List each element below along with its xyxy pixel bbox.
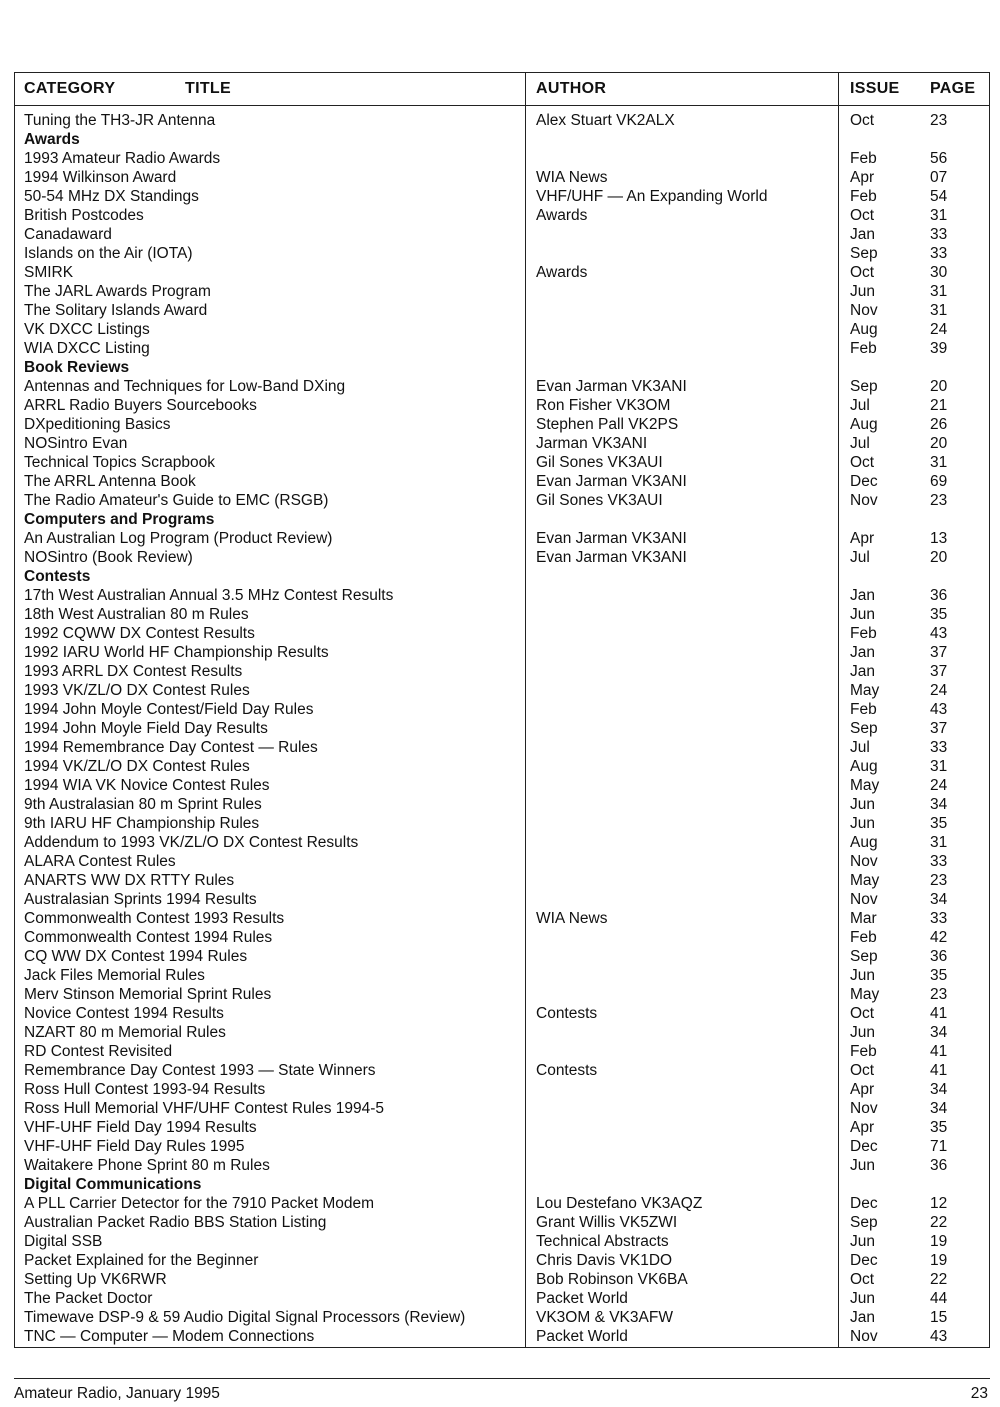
cell-title: 1994 John Moyle Contest/Field Day Rules: [24, 701, 314, 718]
cell-page: 13: [930, 530, 948, 547]
cell-issue: Jan: [850, 1309, 875, 1326]
table-row: [15, 833, 989, 852]
table-row: [15, 1137, 989, 1156]
table-row: [15, 206, 989, 225]
cell-issue: Nov: [850, 302, 878, 319]
table-row: [15, 415, 989, 434]
cell-page: 36: [930, 948, 948, 965]
table-row: [15, 149, 989, 168]
cell-page: 41: [930, 1043, 948, 1060]
table-row: [15, 871, 989, 890]
cell-author: Stephen Pall VK2PS: [536, 416, 679, 433]
cell-page: 36: [930, 587, 948, 604]
cell-issue: Feb: [850, 1043, 877, 1060]
table-row: [15, 624, 989, 643]
cell-title: 1993 Amateur Radio Awards: [24, 150, 221, 167]
cell-title: Novice Contest 1994 Results: [24, 1005, 224, 1022]
cell-issue: Jun: [850, 1024, 875, 1041]
cell-issue: Oct: [850, 112, 875, 129]
header-page: PAGE: [930, 80, 976, 97]
table-row: [15, 947, 989, 966]
cell-title: SMIRK: [24, 264, 74, 281]
cell-issue: Oct: [850, 1271, 875, 1288]
table-row: [15, 985, 989, 1004]
cell-page: 34: [930, 1100, 948, 1117]
cell-page: 33: [930, 910, 948, 927]
cell-title: Digital SSB: [24, 1233, 103, 1250]
table-row: [15, 605, 989, 624]
table-row: [15, 1308, 989, 1327]
cell-page: 24: [930, 682, 948, 699]
cell-title: Australian Packet Radio BBS Station Listing: [24, 1214, 327, 1231]
cell-issue: Apr: [850, 1119, 875, 1136]
cell-issue: May: [850, 777, 880, 794]
table-row: [15, 757, 989, 776]
table-row: [15, 111, 989, 130]
cell-page: 23: [930, 986, 948, 1003]
cell-title: NOSintro Evan: [24, 435, 128, 452]
cell-title: Commonwealth Contest 1994 Rules: [24, 929, 273, 946]
cell-issue: Jul: [850, 549, 870, 566]
cell-page: 43: [930, 1328, 948, 1345]
cell-title: WIA DXCC Listing: [24, 340, 150, 357]
cell-issue: Sep: [850, 720, 878, 737]
cell-issue: Nov: [850, 853, 878, 870]
cell-title: Setting Up VK6RWR: [24, 1271, 167, 1288]
cell-issue: Feb: [850, 188, 877, 205]
table-row: [15, 1156, 989, 1175]
cell-title: 1993 VK/ZL/O DX Contest Rules: [24, 682, 250, 699]
table-row: [15, 434, 989, 453]
cell-title: The Solitary Islands Award: [24, 302, 208, 319]
table-row: [15, 1251, 989, 1270]
cell-page: 36: [930, 1157, 948, 1174]
cell-issue: Aug: [850, 416, 878, 433]
cell-author: Evan Jarman VK3ANI: [536, 378, 687, 395]
table-row: [15, 681, 989, 700]
cell-author: Packet World: [536, 1290, 628, 1307]
cell-issue: Apr: [850, 1081, 875, 1098]
cell-issue: Sep: [850, 378, 878, 395]
category-heading: Contests: [24, 568, 91, 585]
cell-title: DXpeditioning Basics: [24, 416, 171, 433]
cell-issue: Jun: [850, 815, 875, 832]
cell-issue: Oct: [850, 207, 875, 224]
footer-publication: Amateur Radio, January 1995: [14, 1385, 220, 1402]
cell-page: 35: [930, 815, 948, 832]
table-row: [15, 586, 989, 605]
cell-title: An Australian Log Program (Product Review): [24, 530, 333, 547]
category-heading-row: [15, 130, 989, 149]
cell-issue: Apr: [850, 169, 875, 186]
table-row: [15, 1232, 989, 1251]
cell-issue: Jun: [850, 1290, 875, 1307]
cell-page: 22: [930, 1214, 948, 1231]
header-issue: ISSUE: [850, 80, 900, 97]
cell-page: 44: [930, 1290, 948, 1307]
cell-page: 34: [930, 796, 948, 813]
cell-issue: Nov: [850, 891, 878, 908]
category-heading: Book Reviews: [24, 359, 130, 376]
cell-author: Gil Sones VK3AUI: [536, 492, 663, 509]
cell-page: 56: [930, 150, 948, 167]
table-row: [15, 1042, 989, 1061]
cell-title: Packet Explained for the Beginner: [24, 1252, 259, 1269]
cell-page: 37: [930, 663, 948, 680]
cell-title: Jack Files Memorial Rules: [24, 967, 205, 984]
table-row: [15, 814, 989, 833]
cell-page: 22: [930, 1271, 948, 1288]
cell-page: 33: [930, 853, 948, 870]
cell-title: VHF-UHF Field Day Rules 1995: [24, 1138, 245, 1155]
table-row: [15, 776, 989, 795]
cell-author: Lou Destefano VK3AQZ: [536, 1195, 703, 1212]
table-row: [15, 700, 989, 719]
cell-author: VHF/UHF — An Expanding World: [536, 188, 768, 205]
cell-issue: Mar: [850, 910, 877, 927]
cell-issue: Nov: [850, 1328, 878, 1345]
cell-page: 23: [930, 872, 948, 889]
cell-issue: Jun: [850, 796, 875, 813]
cell-issue: Dec: [850, 1138, 878, 1155]
table-row: [15, 187, 989, 206]
cell-page: 35: [930, 1119, 948, 1136]
table-row: [15, 548, 989, 567]
cell-page: 69: [930, 473, 948, 490]
cell-issue: Dec: [850, 1195, 878, 1212]
cell-page: 20: [930, 549, 948, 566]
table-row: [15, 225, 989, 244]
cell-page: 24: [930, 321, 948, 338]
cell-title: 9th Australasian 80 m Sprint Rules: [24, 796, 262, 813]
cell-page: 20: [930, 435, 948, 452]
cell-title: 50-54 MHz DX Standings: [24, 188, 199, 205]
cell-page: 34: [930, 1081, 948, 1098]
cell-author: Contests: [536, 1005, 598, 1022]
cell-author: Contests: [536, 1062, 598, 1079]
cell-page: 20: [930, 378, 948, 395]
table-row: [15, 1118, 989, 1137]
table-row: [15, 301, 989, 320]
cell-page: 15: [930, 1309, 948, 1326]
cell-author: Awards: [536, 264, 588, 281]
cell-author: Evan Jarman VK3ANI: [536, 549, 687, 566]
cell-issue: Feb: [850, 625, 877, 642]
cell-issue: Nov: [850, 1100, 878, 1117]
cell-title: A PLL Carrier Detector for the 7910 Packet Modem: [24, 1195, 375, 1212]
cell-issue: Jun: [850, 967, 875, 984]
cell-author: WIA News: [536, 169, 608, 186]
cell-page: 39: [930, 340, 948, 357]
table-row: [15, 320, 989, 339]
cell-page: 35: [930, 967, 948, 984]
cell-title: Australasian Sprints 1994 Results: [24, 891, 257, 908]
cell-title: 1994 John Moyle Field Day Results: [24, 720, 268, 737]
cell-title: The JARL Awards Program: [24, 283, 211, 300]
cell-author: Chris Davis VK1DO: [536, 1252, 673, 1269]
table-row: [15, 795, 989, 814]
table-row: [15, 491, 989, 510]
table-row: [15, 1194, 989, 1213]
footer-rule: [14, 1378, 990, 1379]
cell-issue: Apr: [850, 530, 875, 547]
category-heading-row: [15, 567, 989, 586]
table-row: [15, 928, 989, 947]
cell-title: Ross Hull Memorial VHF/UHF Contest Rules 1994-5: [24, 1100, 385, 1117]
table-row: [15, 263, 989, 282]
header-author: AUTHOR: [536, 80, 607, 97]
cell-title: CQ WW DX Contest 1994 Rules: [24, 948, 248, 965]
cell-page: 34: [930, 1024, 948, 1041]
cell-title: ALARA Contest Rules: [24, 853, 176, 870]
cell-page: 33: [930, 226, 948, 243]
cell-issue: May: [850, 872, 880, 889]
cell-issue: Dec: [850, 1252, 878, 1269]
table-row: [15, 890, 989, 909]
cell-page: 43: [930, 701, 948, 718]
category-heading-row: [15, 1175, 989, 1194]
cell-page: 23: [930, 492, 948, 509]
cell-page: 23: [930, 112, 948, 129]
cell-title: Commonwealth Contest 1993 Results: [24, 910, 285, 927]
cell-page: 26: [930, 416, 948, 433]
cell-page: 54: [930, 188, 948, 205]
header-category: CATEGORY: [24, 80, 116, 97]
table-row: [15, 244, 989, 263]
header-title: TITLE: [185, 80, 231, 97]
cell-author: Awards: [536, 207, 588, 224]
cell-title: 1994 WIA VK Novice Contest Rules: [24, 777, 270, 794]
table-row: [15, 1023, 989, 1042]
cell-title: The Radio Amateur's Guide to EMC (RSGB): [24, 492, 329, 509]
cell-author: Alex Stuart VK2ALX: [536, 112, 675, 129]
cell-page: 41: [930, 1005, 948, 1022]
table-row: [15, 453, 989, 472]
cell-page: 31: [930, 454, 948, 471]
cell-title: Addendum to 1993 VK/ZL/O DX Contest Results: [24, 834, 359, 851]
cell-page: 24: [930, 777, 948, 794]
cell-issue: Jan: [850, 644, 875, 661]
table-row: [15, 472, 989, 491]
cell-author: Bob Robinson VK6BA: [536, 1271, 688, 1288]
cell-page: 31: [930, 207, 948, 224]
cell-issue: Oct: [850, 1062, 875, 1079]
cell-page: 12: [930, 1195, 948, 1212]
cell-title: 1993 ARRL DX Contest Results: [24, 663, 243, 680]
cell-title: VK DXCC Listings: [24, 321, 150, 338]
cell-title: The Packet Doctor: [24, 1290, 153, 1307]
cell-issue: Oct: [850, 264, 875, 281]
cell-page: 37: [930, 720, 948, 737]
cell-title: Ross Hull Contest 1993-94 Results: [24, 1081, 266, 1098]
cell-title: VHF-UHF Field Day 1994 Results: [24, 1119, 257, 1136]
cell-page: 34: [930, 891, 948, 908]
cell-title: Timewave DSP-9 & 59 Audio Digital Signal Processors (Review): [24, 1309, 466, 1326]
cell-title: Remembrance Day Contest 1993 — State Winners: [24, 1062, 376, 1079]
cell-page: 19: [930, 1233, 948, 1250]
cell-page: 19: [930, 1252, 948, 1269]
cell-issue: Aug: [850, 758, 878, 775]
table-row: [15, 168, 989, 187]
table-row: [15, 1099, 989, 1118]
table-row: [15, 662, 989, 681]
header-divider: [15, 105, 989, 106]
cell-page: 30: [930, 264, 948, 281]
table-row: [15, 852, 989, 871]
cell-page: 31: [930, 758, 948, 775]
cell-title: Antennas and Techniques for Low-Band DXing: [24, 378, 346, 395]
cell-issue: Sep: [850, 245, 878, 262]
cell-title: 1992 IARU World HF Championship Results: [24, 644, 329, 661]
cell-issue: Feb: [850, 701, 877, 718]
table-body: [15, 111, 989, 1346]
cell-title: Canadaward: [24, 226, 112, 243]
cell-issue: Jul: [850, 435, 870, 452]
cell-issue: Feb: [850, 929, 877, 946]
table-row: [15, 643, 989, 662]
table-row: [15, 1213, 989, 1232]
cell-issue: Jan: [850, 587, 875, 604]
cell-title: ANARTS WW DX RTTY Rules: [24, 872, 235, 889]
cell-page: 37: [930, 644, 948, 661]
table-row: [15, 1270, 989, 1289]
cell-issue: Jan: [850, 663, 875, 680]
cell-author: WIA News: [536, 910, 608, 927]
cell-issue: Jan: [850, 226, 875, 243]
cell-issue: May: [850, 986, 880, 1003]
cell-issue: Feb: [850, 340, 877, 357]
table-row: [15, 966, 989, 985]
cell-author: Grant Willis VK5ZWI: [536, 1214, 678, 1231]
cell-issue: Aug: [850, 321, 878, 338]
category-heading-row: [15, 510, 989, 529]
cell-issue: Jun: [850, 1233, 875, 1250]
cell-issue: Aug: [850, 834, 878, 851]
table-row: [15, 1004, 989, 1023]
table-row: [15, 339, 989, 358]
cell-issue: Feb: [850, 150, 877, 167]
table-row: [15, 282, 989, 301]
cell-issue: Dec: [850, 473, 878, 490]
cell-author: Packet World: [536, 1328, 628, 1345]
cell-title: 1994 Wilkinson Award: [24, 169, 177, 186]
cell-issue: Oct: [850, 454, 875, 471]
cell-page: 21: [930, 397, 948, 414]
cell-page: 31: [930, 302, 948, 319]
cell-issue: Sep: [850, 948, 878, 965]
index-table: [14, 72, 990, 1348]
category-heading: Digital Communications: [24, 1176, 202, 1193]
category-heading: Awards: [24, 131, 80, 148]
cell-issue: Sep: [850, 1214, 878, 1231]
cell-author: Evan Jarman VK3ANI: [536, 473, 687, 490]
cell-issue: May: [850, 682, 880, 699]
cell-title: Tuning the TH3-JR Antenna: [24, 112, 216, 129]
cell-title: 1994 Remembrance Day Contest — Rules: [24, 739, 318, 756]
cell-page: 43: [930, 625, 948, 642]
table-row: [15, 719, 989, 738]
cell-page: 07: [930, 169, 948, 186]
cell-title: 17th West Australian Annual 3.5 MHz Contest Results: [24, 587, 394, 604]
cell-page: 71: [930, 1138, 948, 1155]
cell-title: Islands on the Air (IOTA): [24, 245, 193, 262]
cell-issue: Jul: [850, 397, 870, 414]
table-row: [15, 909, 989, 928]
category-heading: Computers and Programs: [24, 511, 215, 528]
cell-title: 9th IARU HF Championship Rules: [24, 815, 260, 832]
table-row: [15, 377, 989, 396]
cell-title: 1992 CQWW DX Contest Results: [24, 625, 255, 642]
cell-title: TNC — Computer — Modem Connections: [24, 1328, 315, 1345]
category-heading-row: [15, 358, 989, 377]
table-row: [15, 529, 989, 548]
table-row: [15, 1289, 989, 1308]
cell-title: Merv Stinson Memorial Sprint Rules: [24, 986, 272, 1003]
table-row: [15, 396, 989, 415]
table-row: [15, 1327, 989, 1346]
cell-page: 42: [930, 929, 948, 946]
cell-title: NZART 80 m Memorial Rules: [24, 1024, 226, 1041]
table-row: [15, 738, 989, 757]
cell-issue: Jul: [850, 739, 870, 756]
cell-page: 31: [930, 283, 948, 300]
cell-author: Jarman VK3ANI: [536, 435, 648, 452]
cell-title: British Postcodes: [24, 207, 144, 224]
footer-page-number: 23: [970, 1385, 988, 1402]
cell-author: Technical Abstracts: [536, 1233, 669, 1250]
cell-title: NOSintro (Book Review): [24, 549, 193, 566]
cell-issue: Oct: [850, 1005, 875, 1022]
cell-issue: Jun: [850, 1157, 875, 1174]
cell-page: 41: [930, 1062, 948, 1079]
cell-author: Gil Sones VK3AUI: [536, 454, 663, 471]
cell-author: Evan Jarman VK3ANI: [536, 530, 687, 547]
cell-issue: Nov: [850, 492, 878, 509]
cell-title: The ARRL Antenna Book: [24, 473, 196, 490]
cell-issue: Jun: [850, 283, 875, 300]
cell-page: 31: [930, 834, 948, 851]
cell-author: VK3OM & VK3AFW: [536, 1309, 673, 1326]
cell-title: RD Contest Revisited: [24, 1043, 173, 1060]
cell-title: 18th West Australian 80 m Rules: [24, 606, 249, 623]
cell-title: 1994 VK/ZL/O DX Contest Rules: [24, 758, 250, 775]
cell-page: 35: [930, 606, 948, 623]
cell-page: 33: [930, 245, 948, 262]
cell-issue: Jun: [850, 606, 875, 623]
cell-title: Waitakere Phone Sprint 80 m Rules: [24, 1157, 270, 1174]
cell-author: Ron Fisher VK3OM: [536, 397, 671, 414]
cell-title: ARRL Radio Buyers Sourcebooks: [24, 397, 257, 414]
table-row: [15, 1080, 989, 1099]
cell-title: Technical Topics Scrapbook: [24, 454, 215, 471]
table-row: [15, 1061, 989, 1080]
cell-page: 33: [930, 739, 948, 756]
